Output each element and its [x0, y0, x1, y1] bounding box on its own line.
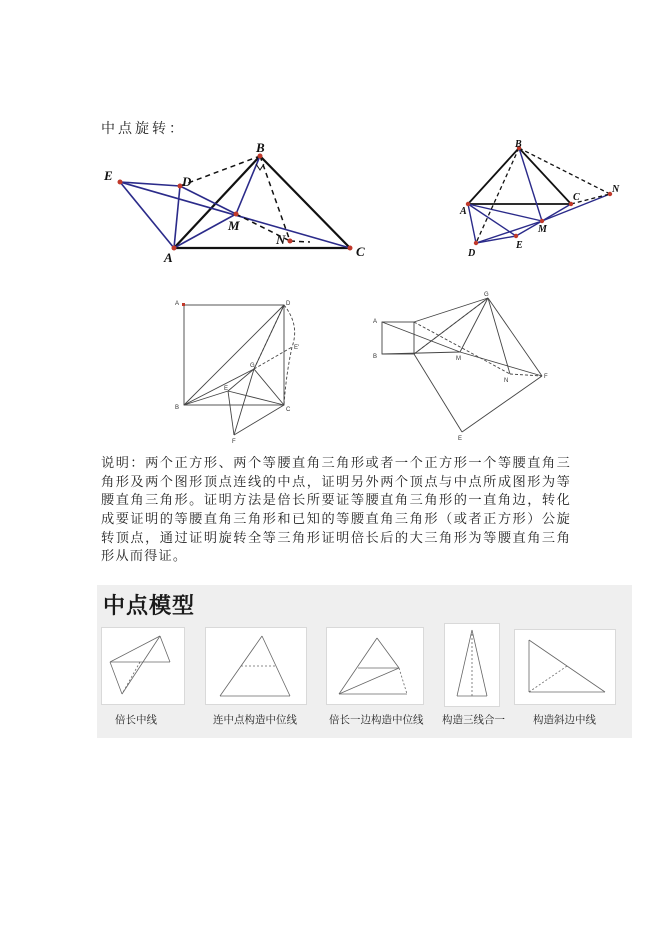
label-B: B — [373, 354, 378, 360]
label-D: D — [182, 174, 192, 189]
banner-title: 中点模型 — [103, 594, 196, 619]
label-B: B — [175, 405, 180, 411]
description-paragraph: 说明：两个正方形、两个等腰直角三角形或者一个正方形一个等腰直角三角形及两个图形顶点连线的中点，证明另外两个顶点与中点所成图形为等腰直角三角形。证明方法是倍长所要证等腰直角三角形的一直角边，转化成要证明的等腰直角三角形和已知的等腰直角三角形（或者正方形）公旋转顶点，通过证明旋转全等三角形证明倍长后的大三角形为等腰直角三角形从而得证。 — [101, 456, 571, 565]
label-M: M — [538, 224, 547, 235]
label-F: F — [232, 439, 236, 445]
label-A: A — [164, 250, 173, 265]
label-D: D — [468, 248, 476, 259]
label-E: E — [516, 240, 523, 251]
label-N: N — [504, 378, 509, 384]
figure-two-squares — [370, 290, 560, 440]
label-G: G — [484, 292, 489, 298]
model-card-label: 构造三线合一 — [442, 714, 505, 726]
label-E-prime: E' — [294, 345, 300, 351]
label-M: M — [456, 356, 461, 362]
label-E: E — [104, 168, 113, 183]
label-F: F — [544, 374, 548, 380]
label-N: N — [612, 184, 620, 195]
model-card-label: 倍长一边构造中位线 — [329, 714, 424, 726]
midpoint-model-banner — [97, 585, 632, 738]
model-card-label: 连中点构造中位线 — [213, 714, 297, 726]
label-A: A — [460, 206, 467, 217]
label-A: A — [175, 301, 180, 307]
model-card-label: 构造斜边中线 — [533, 714, 596, 726]
section-heading: 中点旋转： — [101, 121, 186, 137]
model-card-midline — [205, 627, 307, 705]
label-C: C — [356, 244, 365, 259]
label-B: B — [515, 139, 522, 150]
label-N: N — [276, 232, 286, 247]
label-C: C — [286, 407, 291, 413]
label-B: B — [256, 140, 265, 155]
figure-midpoint-rotation-1 — [100, 138, 380, 268]
model-card-three-lines — [444, 623, 500, 707]
label-M: M — [228, 218, 240, 233]
label-C: C — [573, 192, 580, 203]
label-A: A — [373, 319, 378, 325]
model-card-double-side — [326, 627, 424, 705]
model-card-label: 倍长中线 — [115, 714, 157, 726]
label-G: G — [250, 363, 255, 369]
label-D: D — [286, 301, 291, 307]
model-card-double-median — [101, 627, 185, 705]
label-E: E — [458, 436, 463, 440]
model-card-hypotenuse-median — [514, 629, 616, 705]
figure-midpoint-rotation-2 — [458, 138, 628, 263]
figure-square-rotation — [170, 295, 310, 445]
label-E: E — [224, 386, 229, 392]
